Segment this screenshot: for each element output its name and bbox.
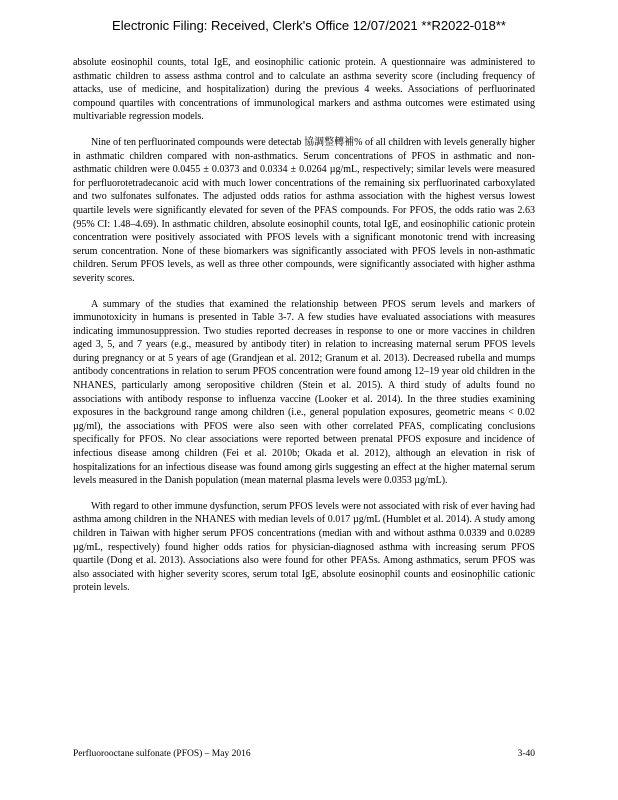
footer-document-title: Perfluorooctane sulfonate (PFOS) – May 2016	[73, 749, 251, 759]
paragraph-methods-continued: absolute eosinophil counts, total IgE, and eosinophilic cationic protein. A questionnaire was administered to asthmatic children to assess asthma control and to calculate an asthma severity score (including frequency of attacks, use of medicine, and hospitalization) during the previous 4 weeks. Associations of perfluorinated compound quartiles with concentrations of immunological markers and asthma outcomes were estimated using multivariable regression models.	[73, 57, 535, 123]
paragraph-other-immune-dysfunction: With regard to other immune dysfunction, serum PFOS levels were not associated with risk of ever having had asthma among children in the NHANES with median levels of 0.017 µg/mL (Humblet et al. 2014). A study among children in Taiwan with higher serum PFOS concentrations (median with and without asthma 0.0339 and 0.0289 µg/mL, respectively) found higher odds ratios for physician-diagnosed asthma with increasing serum PFOS quartile (Dong et al. 2013). Associations also were found for other PFASs. Among asthmatics, serum PFOS was also associated with higher severity scores, serum total IgE, absolute eosinophil counts and eosinophilic cationic protein levels.	[73, 500, 535, 594]
document-body	[73, 56, 535, 607]
footer-page-number: 3-40	[517, 749, 535, 759]
paragraph-results-taiwan: Nine of ten perfluorinated compounds were detectab 協調整轉補% of all children with levels generally higher in asthmatic children compared with non-asthmatics. Serum concentrations of PFOS in asthmatic and non-asthmatic children were 0.0455 ± 0.0373 and 0.0334 ± 0.0264 µg/mL, respectively; similar levels were measured for perfluorotetradecanoic acid with much lower concentrations of the remaining six perfluorinated carboxylated and two sulfonates sulfonates. The adjusted odds ratios for asthma association with the highest versus lowest quartile levels were significantly elevated for seven of the PFAS compounds. For PFOS, the odds ratio was 2.63 (95% CI: 1.48–4.69). In asthmatic children, absolute eosinophil counts, total IgE, and eosinophilic cationic protein concentration were positively associated with PFOS levels with a significant monotonic trend with increasing serum concentration. None of these biomarkers was significantly associated with PFOS levels in non-asthmatic children. Serum PFOS levels, as well as three other compounds, were significantly associated with higher asthma severity scores.	[73, 136, 535, 284]
filing-banner: Electronic Filing: Received, Clerk's Office 12/07/2021 **R2022-018**	[112, 18, 506, 33]
paragraph-summary-immunotoxicity: A summary of the studies that examined the relationship between PFOS serum levels and markers of immunotoxicity in humans is presented in Table 3-7. A few studies have evaluated associations with measures indicating immunosuppression. Two studies reported decreases in response to one or more vaccines in children aged 3, 5, and 7 years (e.g., measured by antibody titer) in relation to increasing maternal serum PFOS levels during pregnancy or at 5 years of age (Grandjean et al. 2012; Granum et al. 2013). Decreased rubella and mumps antibody concentrations in relation to serum PFOS concentration were found among 12–19 year old children in the NHANES, particularly among seropositive children (Stein et al. 2015). A third study of adults found no associations with antibody response to influenza vaccine (Looker et al. 2014). In the three studies examining exposures in the background range among children (i.e., general population exposures, geometric means < 0.02 µg/ml), the associations with PFOS were also seen with other correlated PFAS, complicating conclusions specifically for PFOS. No clear associations were reported between prenatal PFOS exposure and incidence of infectious disease among children (Fei et al. 2010b; Okada et al. 2012), although an elevation in risk of hospitalizations for an infectious disease was found among girls suggesting an effect at the higher maternal serum levels measured in the Danish population (mean maternal plasma levels were 0.0353 µg/mL).	[73, 298, 535, 487]
